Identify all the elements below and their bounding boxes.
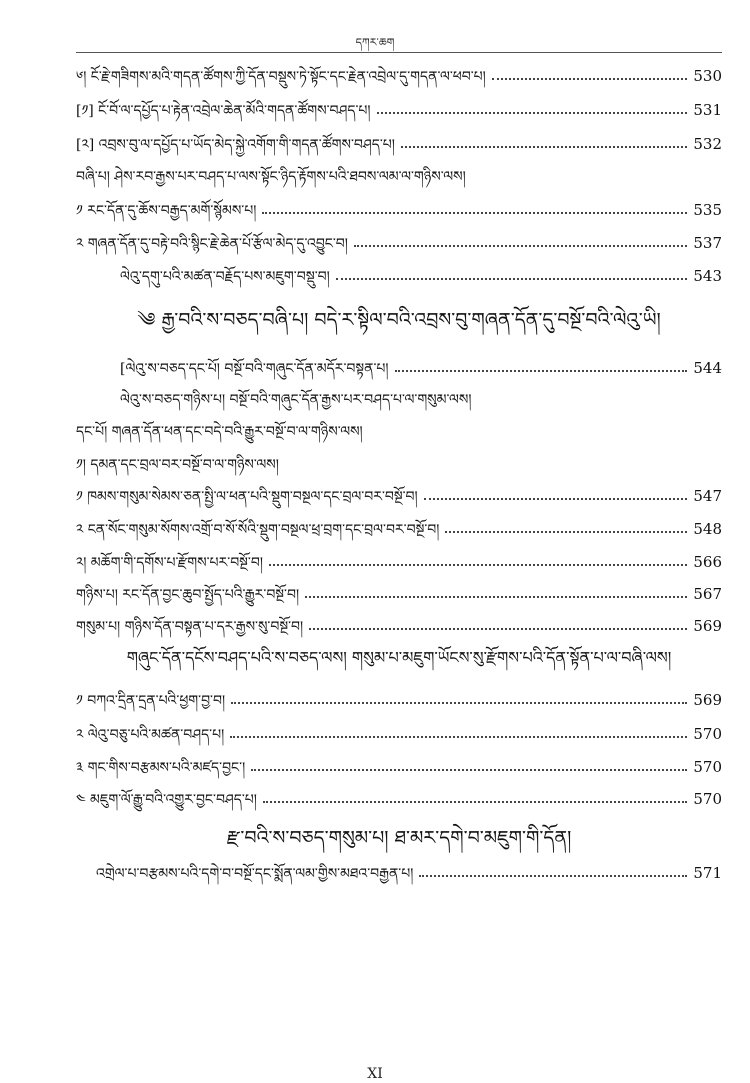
leader-dots bbox=[309, 628, 687, 630]
entry-title: ལེའུ་དགུ་པའི་མཚན་བརྗོད་པས་མཇུག་བསྡུ་བ། bbox=[120, 269, 330, 285]
entry-title: ༢ ལེའུ་བཅུ་པའི་མཚན་བཤད་པ། bbox=[76, 727, 225, 743]
leader-dots bbox=[354, 245, 687, 247]
toc-section-title: ལེའུ་ས་བཅད་གཉིས་པ། བསྔོ་བའི་གཞུང་དོན་རྒྱས་པར་བཤད་པ་ལ་གསུམ་ལས། bbox=[120, 392, 472, 408]
entry-page: 537 bbox=[693, 234, 722, 252]
entry-page: 569 bbox=[693, 691, 722, 709]
toc-entry[interactable] bbox=[96, 855, 722, 885]
toc-section-title: བཞི་པ། ཤེས་རབ་རྒྱས་པར་བཤད་པ་ལས་སྟོང་ཉིད་རྟོགས་པའི་ཐབས་ལམ་ལ་གཉིས་ལས། bbox=[76, 169, 466, 185]
toc-entry[interactable] bbox=[76, 192, 722, 222]
leader-dots bbox=[336, 278, 688, 280]
section-heading: གཞུང་དོན་དངོས་བཤད་པའི་ས་བཅད་ལས། གསུམ་པ་མཇུག་ཡོངས་སུ་རྫོགས་པའི་དོན་སྟོན་པ་ལ་བཞི་ལས། bbox=[126, 648, 672, 667]
entry-page: 531 bbox=[693, 101, 722, 119]
entry-title: འགྲེལ་པ་བརྩམས་པའི་དགེ་བ་བསྔོ་དང་སྨོན་ལམ་གྱིས་མཐའ་བརྒྱན་པ། bbox=[96, 866, 414, 882]
entry-page: 547 bbox=[693, 487, 722, 505]
toc-entry[interactable] bbox=[76, 682, 722, 712]
toc-entry[interactable] bbox=[120, 350, 722, 380]
entry-title: ༣ གང་གིས་བརྩམས་པའི་མཛད་བྱང་། bbox=[76, 760, 246, 776]
entry-title: གསུམ་པ། གཉིས་དོན་བསྟན་པ་དར་རྒྱས་སུ་བསྔོ་བ། bbox=[76, 619, 304, 635]
leader-dots bbox=[395, 370, 688, 372]
entry-page: 544 bbox=[693, 359, 722, 377]
toc-entry[interactable] bbox=[76, 126, 722, 156]
entry-title: ༡ ཁམས་གསུམ་སེམས་ཅན་སྤྱི་ལ་ཕན་པའི་སྡུག་བསྔལ་དང་བྲལ་བར་བསྔོ་བ། bbox=[76, 489, 418, 505]
toc-section-title: དང་པོ། གཞན་དོན་ཕན་དང་བདེ་བའི་རྒྱུར་བསྔོ་བ་ལ་གཉིས་ལས། bbox=[76, 424, 363, 440]
entry-page: 535 bbox=[693, 201, 722, 219]
entry-page: 570 bbox=[693, 758, 722, 776]
entry-title: ༢ ངན་སོང་གསུམ་སོགས་འགྲོ་བ་སོ་སོའི་སྡུག་བསྔལ་ཕྲ་བྲག་དང་བྲལ་བར་བསྔོ་བ། bbox=[76, 522, 440, 538]
entry-page: 530 bbox=[693, 67, 722, 85]
leader-dots bbox=[231, 702, 687, 704]
entry-page: 548 bbox=[693, 520, 722, 538]
leader-dots bbox=[305, 596, 687, 598]
entry-title: ༦། ངོ་རྗེ་གཟིགས་མའི་གདན་ཚོགས་ཀྱི་དོན་བསྡུས་ཏེ་སྟོང་དང་རྗེན་འབྲེལ་དུ་གདན་ལ་ཕབ་པ། bbox=[76, 69, 486, 85]
chapter-heading: ༄ རྒྱ་བའི་ས་བཅད་བཞི་པ། བདེ་ར་སྟིལ་བའི་འབྲས་བུ་གཞན་དོན་དུ་བསྔོ་བའི་ལེའུ་ཡི། bbox=[137, 309, 661, 331]
toc-entry[interactable] bbox=[76, 608, 722, 638]
running-header: དཀར་ཆག bbox=[355, 36, 395, 49]
leader-dots bbox=[419, 875, 687, 877]
leader-dots bbox=[251, 769, 687, 771]
header-rule bbox=[76, 52, 722, 53]
leader-dots bbox=[377, 112, 688, 114]
toc-entry[interactable] bbox=[120, 258, 722, 288]
entry-title: ༢ གཞན་དོན་དུ་བརྟེ་བའི་སྙིང་རྗེ་ཆེན་པོ་རྩོལ་མེད་དུ་འབྱུང་བ། bbox=[76, 236, 348, 252]
entry-page: 571 bbox=[693, 864, 722, 882]
entry-title: ༢། མཆོག་གི་དགོས་པ་རྫོགས་པར་བསྔོ་བ། bbox=[76, 555, 263, 571]
entry-title: ༡ བཀའ་དྲིན་དྲན་པའི་ཕྱག་བྱ་བ། bbox=[76, 693, 226, 709]
leader-dots bbox=[262, 212, 687, 214]
toc-section-title: ༡། དམན་དང་བྲལ་བར་བསྔོ་བ་ལ་གཉིས་ལས། bbox=[76, 457, 279, 473]
toc-entry[interactable] bbox=[76, 511, 722, 541]
entry-page: 570 bbox=[693, 790, 722, 808]
entry-title: [༡] ངོ་བོ་ལ་དཔྱོད་པ་རྟེན་འབྲེལ་ཆེན་མོའི་གདན་ཚོགས་བཤད་པ། bbox=[76, 103, 371, 119]
toc-entry[interactable] bbox=[76, 781, 722, 811]
toc-entry[interactable] bbox=[76, 225, 722, 255]
entry-page: 567 bbox=[693, 585, 722, 603]
leader-dots bbox=[492, 78, 688, 80]
entry-page: 566 bbox=[693, 553, 722, 571]
toc-entry[interactable] bbox=[76, 544, 722, 574]
entry-page: 543 bbox=[693, 267, 722, 285]
leader-dots bbox=[401, 146, 687, 148]
leader-dots bbox=[445, 531, 687, 533]
toc-entry[interactable] bbox=[76, 716, 722, 746]
leader-dots bbox=[424, 498, 688, 500]
entry-title: ༡ རང་དོན་དུ་ཆོས་བརྒྱད་མགོ་སྙོམས་པ། bbox=[76, 203, 257, 219]
entry-title: [༢] འབྲས་བུ་ལ་དཔྱོད་པ་ཡོད་མེད་སྐྱེ་འགོག་གི་གདན་ཚོགས་བཤད་པ། bbox=[76, 137, 395, 153]
leader-dots bbox=[263, 801, 687, 803]
leader-dots bbox=[269, 564, 687, 566]
entry-title: ༤ མཇུག་ལོ་རྒྱུ་བའི་འགྱུར་བྱང་བཤད་པ། bbox=[76, 792, 257, 808]
entry-page: 532 bbox=[693, 135, 722, 153]
chapter-heading: རྫ་བའི་ས་བཅད་གསུམ་པ། ཐ་མར་དགེ་བ་མཇུག་གི་དོན། bbox=[226, 827, 572, 849]
page-number: XI bbox=[367, 1066, 383, 1082]
leader-dots bbox=[230, 736, 687, 738]
toc-entry[interactable] bbox=[76, 58, 722, 88]
toc-entry[interactable] bbox=[76, 92, 722, 122]
entry-title: གཉིས་པ། རང་དོན་བྱང་ཆུབ་སྤྱོད་པའི་རྒྱུར་བསྔོ་བ། bbox=[76, 587, 300, 603]
entry-page: 569 bbox=[693, 617, 722, 635]
toc-entry[interactable] bbox=[76, 749, 722, 779]
entry-title: [ལེའུ་ས་བཅད་དང་པོ། བསྔོ་བའི་གཞུང་དོན་མདོར་བསྟན་པ། bbox=[120, 361, 389, 377]
entry-page: 570 bbox=[693, 725, 722, 743]
toc-entry[interactable] bbox=[76, 576, 722, 606]
toc-entry[interactable] bbox=[76, 478, 722, 508]
